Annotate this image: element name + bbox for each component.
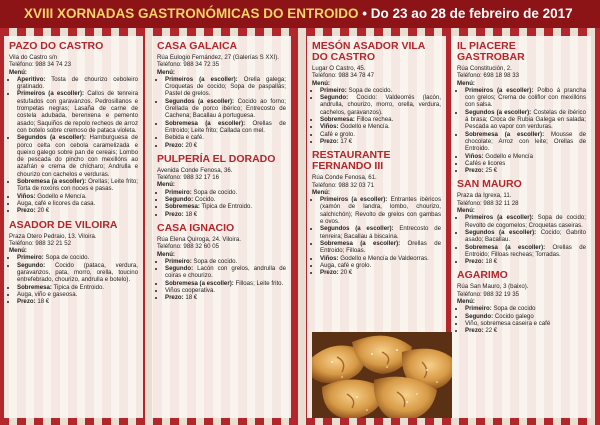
header-title: XVIII XORNADAS GASTRONÓMICAS DO ENTROIDO — [24, 6, 359, 21]
menu-item — [320, 87, 441, 94]
menu-item — [465, 258, 586, 265]
menu-item — [17, 298, 138, 305]
menu-item — [17, 90, 138, 134]
course-text: Orellas de Entroido; Filloas. — [320, 239, 441, 255]
column-2 — [152, 36, 291, 418]
restaurant-casa-ignacio — [157, 223, 286, 302]
course-label: Primeiros (a escoller): — [465, 86, 534, 94]
course-label: Viños: — [17, 192, 36, 200]
menu-item — [165, 287, 286, 294]
menu-item — [165, 211, 286, 218]
menu-item — [320, 269, 441, 276]
course-text: Godello e Mencía de Valdeorras. — [340, 254, 429, 262]
orellas-illustration — [312, 332, 452, 418]
course-text: Tipica de Entroido. — [201, 203, 253, 211]
course-text: Entrecosto de tenreira; Bacallau á biscaína. — [320, 225, 441, 240]
course-text: Viños cooperativa. — [165, 287, 216, 295]
menu-item — [165, 134, 286, 141]
course-label: Sobremesa (a escoller): — [320, 239, 401, 247]
course-text: Lacón con grelos, andrulla de coiras e chourizo. — [165, 265, 287, 280]
price: 20 € — [185, 141, 198, 149]
course-label: Sobremesa (a escoller): — [165, 279, 234, 287]
menu-item — [165, 196, 286, 203]
restaurant-address: Praza Otero Pedraio, 13. Viloira. — [9, 232, 97, 240]
menu-list — [157, 258, 286, 302]
menu-item — [17, 134, 138, 178]
price: 20 € — [37, 207, 50, 215]
course-label: Primeiro: — [320, 86, 347, 94]
menu-list — [312, 196, 441, 276]
course-label: Sobremesa: — [320, 116, 355, 124]
menu-item — [320, 225, 441, 240]
course-label: Viños: — [320, 254, 339, 262]
menu-list — [9, 254, 138, 305]
course-text: Tipica de Entroido. — [53, 283, 105, 291]
price: 18 € — [485, 258, 498, 266]
restaurant-fernando-iii — [312, 150, 441, 276]
menu-list — [457, 87, 586, 175]
header-dates: Do 23 ao 28 de febreiro de 2017 — [370, 6, 573, 21]
course-text: Auga, café e grolo. — [320, 261, 372, 269]
price: 18 € — [185, 210, 198, 218]
course-label: Primeiro: — [165, 188, 192, 196]
menu-item — [165, 294, 286, 301]
menu-item — [17, 284, 138, 291]
menu-item — [17, 193, 138, 200]
course-label: Prezo: — [465, 167, 484, 175]
course-label: Sobremesa (a escoller): — [465, 243, 546, 251]
course-label: Primeiro: — [465, 305, 492, 313]
menu-item — [165, 280, 286, 287]
course-text: Sopa de cocido — [493, 305, 536, 313]
restaurant-address: Praza da Igrexa, 11. — [457, 192, 512, 200]
restaurant-address: Rúa San Mauro, 3 (baixo). — [457, 283, 529, 291]
menu-item — [165, 265, 286, 280]
menu-item — [320, 94, 441, 116]
course-text: Callos de tenreira estufados con garavanzos. Pedrosillanos e trompetas negras; Lasaña de carne de costela adubada, berenxena e pemento asado; Saquiños de repolo recheos de arroz con botelo sobre cremoso de pataca violeta. — [17, 90, 138, 134]
menu-list — [157, 189, 286, 218]
menu-label: Menú: — [457, 79, 475, 87]
course-text: Auga, viño e gaseosa. — [17, 290, 78, 298]
menu-item — [320, 116, 441, 123]
menu-item — [465, 160, 586, 167]
course-text: Sopa de cocido. — [193, 257, 238, 265]
restaurant-phone: Teléfono: 698 18 98 33 — [457, 72, 520, 80]
course-label: Primeiro: — [17, 254, 44, 262]
course-text: Cocido (pataca, verdura, garavanzos, pata, morro, orella, toucino entrefebrado, chourizo, andrulla e botelo). — [17, 261, 138, 284]
menu-list — [9, 76, 138, 215]
course-label: Viños: — [320, 123, 339, 131]
restaurant-phone: Teléfono: 988 32 21 52 — [9, 239, 72, 247]
course-text: Polbo á prancha con grelos; Crema de coliflor con mexillóns con salsa. — [465, 86, 586, 109]
restaurant-san-mauro — [457, 179, 586, 265]
course-text: Café e grolo. — [320, 130, 355, 138]
restaurant-address: Avenida Conde Fenosa, 36. — [157, 166, 233, 174]
menu-item — [320, 131, 441, 138]
restaurant-name: RESTAURANTE FERNANDO III — [312, 149, 391, 173]
course-label: Primeiros (a escoller): — [17, 90, 85, 98]
restaurant-name: SAN MAURO — [457, 178, 522, 191]
course-label: Prezo: — [320, 137, 339, 145]
course-text: Cocido ao forno; Grellada de porco ibérico; Entrecosto de Cachena; Bacallau á portuguesa. — [165, 97, 286, 120]
menu-label: Menú: — [457, 207, 475, 215]
course-label: Primeiros (a escoller): — [465, 214, 534, 222]
restaurant-phone: Teléfono: 988 32 60 05 — [157, 243, 220, 251]
course-text: Viño, sobremesa caseira e café — [465, 319, 551, 327]
menu-label: Menú: — [9, 247, 27, 255]
price: 18 € — [185, 294, 198, 302]
menu-item — [165, 258, 286, 265]
menu-item — [17, 178, 138, 193]
course-text: Orellas de Entroido; Filloas recheas; Torradas. — [465, 243, 586, 258]
price: 25 € — [485, 167, 498, 175]
menu-item — [17, 207, 138, 214]
restaurant-name: CASA GALAICA — [157, 40, 238, 52]
column-4 — [452, 36, 591, 418]
menu-item — [465, 153, 586, 160]
course-label: Aperitivo: — [17, 75, 46, 83]
course-text: Cafés e licores — [465, 159, 506, 167]
course-text: Costelas de ibérico á brasa; Croca de Rubia Galega en salada; Pescada ao vapor con verduras. — [465, 108, 586, 131]
menu-item — [320, 240, 441, 255]
course-label: Prezo: — [465, 327, 484, 335]
restaurant-name: CASA IGNACIO — [157, 221, 235, 234]
restaurant-address: Lugar O Castro, 45. — [312, 65, 366, 72]
menu-item — [165, 142, 286, 149]
course-label: Prezo: — [165, 294, 184, 302]
restaurant-casa-galaica — [157, 41, 286, 149]
course-label: Prezo: — [17, 298, 36, 306]
menu-item — [465, 313, 586, 320]
course-label: Primeiros (a escoller): — [320, 196, 388, 204]
course-text: Orella galega; Croquetas de cocido; Sopa de paspallás; Pastel de grelos. — [165, 75, 286, 98]
menu-item — [165, 203, 286, 210]
course-label: Segundos (a escoller): — [165, 97, 235, 105]
menu-item — [465, 167, 586, 174]
course-label: Sobremesa (a escoller): — [165, 119, 246, 127]
menu-item — [320, 123, 441, 130]
menu-label: Menú: — [312, 188, 330, 196]
restaurant-phone: Teléfono: 988 34 74 23 — [9, 61, 72, 69]
course-text: Godello e Mencía. — [340, 123, 390, 131]
course-label: Primeiros (a escoller): — [165, 75, 238, 83]
course-text: Filloa rechea. — [356, 116, 394, 124]
menu-item — [465, 109, 586, 131]
menu-item — [17, 76, 138, 91]
course-text: Filloas; Leite frito. — [235, 279, 284, 287]
course-text: Godello e Mencía — [485, 152, 533, 160]
course-label: Primeiro: — [165, 257, 192, 265]
menu-item — [165, 189, 286, 196]
course-text: Mousse de chocolate; Arroz con leite; Orellas de Entroido. — [465, 130, 586, 153]
menu-item — [17, 291, 138, 298]
menu-label: Menú: — [312, 79, 330, 87]
menu-item — [17, 200, 138, 207]
course-label: Sobremesa (a escoller): — [465, 130, 545, 138]
menu-list — [157, 76, 286, 149]
header-bullet: • — [362, 6, 368, 21]
restaurant-phone: Teléfono: 988 32 03 71 — [312, 181, 375, 189]
course-text: Hamburguesa de porco celta con cebola caramelizada e queixo galego sobre pan de cereais; Lombo de pescada do pincho con mexillóns ao azafrán e crema de chícharo; Andrulla e chourizo con cachelos e verduras. — [17, 134, 138, 178]
menu-item — [320, 255, 441, 262]
restaurant-pazo-do-castro — [9, 41, 138, 215]
course-label: Segundo: — [165, 196, 194, 204]
restaurant-phone: Teléfono: 988 34 78 47 — [312, 72, 375, 80]
menu-item — [465, 229, 586, 244]
course-label: Viños: — [465, 152, 484, 160]
menu-item — [165, 98, 286, 120]
course-text: Bebida e café. — [165, 134, 204, 142]
menu-list — [457, 305, 586, 334]
menu-item — [320, 262, 441, 269]
restaurant-asador-de-viloira — [9, 220, 138, 306]
menu-item — [17, 262, 138, 284]
restaurant-name: AGARIMO — [457, 269, 508, 282]
menu-item — [465, 305, 586, 312]
restaurant-phone: Teléfono: 988 32 17 16 — [157, 174, 220, 182]
course-text: Sopa de cocido. — [348, 86, 393, 94]
restaurant-phone: Teléfono: 988 34 72 35 — [157, 61, 220, 69]
course-label: Segundo: — [165, 265, 194, 273]
restaurant-pulperia-el-dorado — [157, 154, 286, 218]
course-label: Segundo: — [17, 261, 46, 269]
price: 17 € — [340, 137, 353, 145]
course-label: Sobremesa: — [165, 203, 200, 211]
restaurant-name: PAZO DO CASTRO — [9, 40, 104, 52]
menu-item — [465, 131, 586, 153]
course-text: Cocido galego — [494, 312, 534, 320]
menu-item — [465, 327, 586, 334]
restaurant-address: Vila do Castro s/n — [9, 54, 57, 61]
restaurant-meson-asador-vila-do-castro — [312, 41, 441, 145]
menu-item — [165, 120, 286, 135]
course-label: Sobremesa: — [17, 283, 52, 291]
course-label: Prezo: — [165, 210, 184, 218]
menu-label: Menú: — [9, 68, 27, 76]
menu-list — [312, 87, 441, 145]
menu-label: Menú: — [157, 250, 175, 258]
orellas-photo — [312, 332, 452, 418]
course-text: Godello e Mencía. — [37, 192, 87, 200]
menu-item — [465, 320, 586, 327]
restaurant-phone: Teléfono: 988 32 11 28 — [457, 199, 519, 207]
course-text: Sopa de cocido. — [45, 254, 90, 262]
menu-item — [465, 244, 586, 259]
menu-label: Menú: — [457, 298, 475, 306]
restaurant-name: PULPERÍA EL DORADO — [157, 152, 276, 165]
course-text: Sopa de cocido; Revolto de cogomelos; Croquetas caseiras. — [465, 214, 586, 229]
restaurant-agarimo — [457, 270, 586, 334]
course-label: Segundo: — [320, 94, 349, 102]
restaurant-address: Rúa Conde Fenosa, 61. — [312, 174, 377, 182]
restaurant-address: Rúa Constitución, 2. — [457, 65, 512, 72]
menu-label: Menú: — [157, 68, 175, 76]
menu-item — [17, 254, 138, 261]
menu-item — [165, 76, 286, 98]
course-label: Segundos (a escoller): — [465, 108, 532, 116]
course-text: Sopa de cocido. — [193, 188, 238, 196]
course-label: Segundos (a escoller): — [465, 228, 537, 236]
price: 20 € — [340, 269, 353, 277]
course-label: Segundos (a escoller): — [320, 225, 394, 233]
course-text: Tosta de chourizo ceboleiro gratinado. — [17, 75, 138, 91]
header-banner — [0, 0, 600, 28]
menu-item — [465, 87, 586, 109]
course-label: Prezo: — [165, 141, 184, 149]
menu-item — [320, 138, 441, 145]
menu-label: Menú: — [157, 181, 175, 189]
price: 18 € — [37, 298, 50, 306]
menu-item — [465, 214, 586, 229]
restaurant-il-piacere-gastrobar — [457, 41, 586, 174]
restaurant-name: IL PIACERE GASTROBAR — [457, 40, 525, 63]
course-label: Prezo: — [17, 207, 36, 215]
course-label: Segundos (a escoller): — [17, 134, 86, 142]
course-text: Orellas; Leite frito; Torta de roxóns con noces e pasas. — [17, 178, 138, 193]
restaurant-address: Rúa Eulogio Fernández, 27 (Galerías S XXI). — [157, 54, 279, 61]
restaurant-name: ASADOR DE VILOIRA — [9, 218, 118, 231]
course-label: Sobremesa (a escoller): — [17, 178, 87, 186]
course-label: Segundo: — [465, 312, 494, 320]
restaurant-phone: Teléfono: 988 32 19 35 — [457, 290, 520, 298]
course-label: Prezo: — [465, 258, 484, 266]
price: 22 € — [485, 327, 498, 335]
restaurant-address: Rúa Elena Quiroga, 24. Viloira. — [157, 235, 241, 243]
menu-list — [457, 214, 586, 265]
course-text: Orellas de Entroido; Leite frito; Callada con mel. — [165, 119, 286, 134]
course-text: Cocido. — [194, 196, 216, 204]
restaurant-name: MESÓN ASADOR VILA DO CASTRO — [312, 40, 425, 63]
course-text: Cocido: Valdeorrés (lacón, andrulla, chourizo, morro, orella, verdura, cachelos, garavanzos). — [320, 94, 441, 116]
course-text: Auga, café e licores da casa. — [17, 199, 96, 207]
menu-item — [320, 196, 441, 225]
course-text: Entrantes ibéricos (xamón de landra, lombo, chourizo, salchichón); Revolto de grelos con gambas e ovos. — [320, 196, 441, 226]
course-label: Prezo: — [320, 269, 339, 277]
column-1 — [4, 36, 143, 418]
course-text: Cocido; Gabrito asado; Bacallau. — [465, 228, 586, 244]
